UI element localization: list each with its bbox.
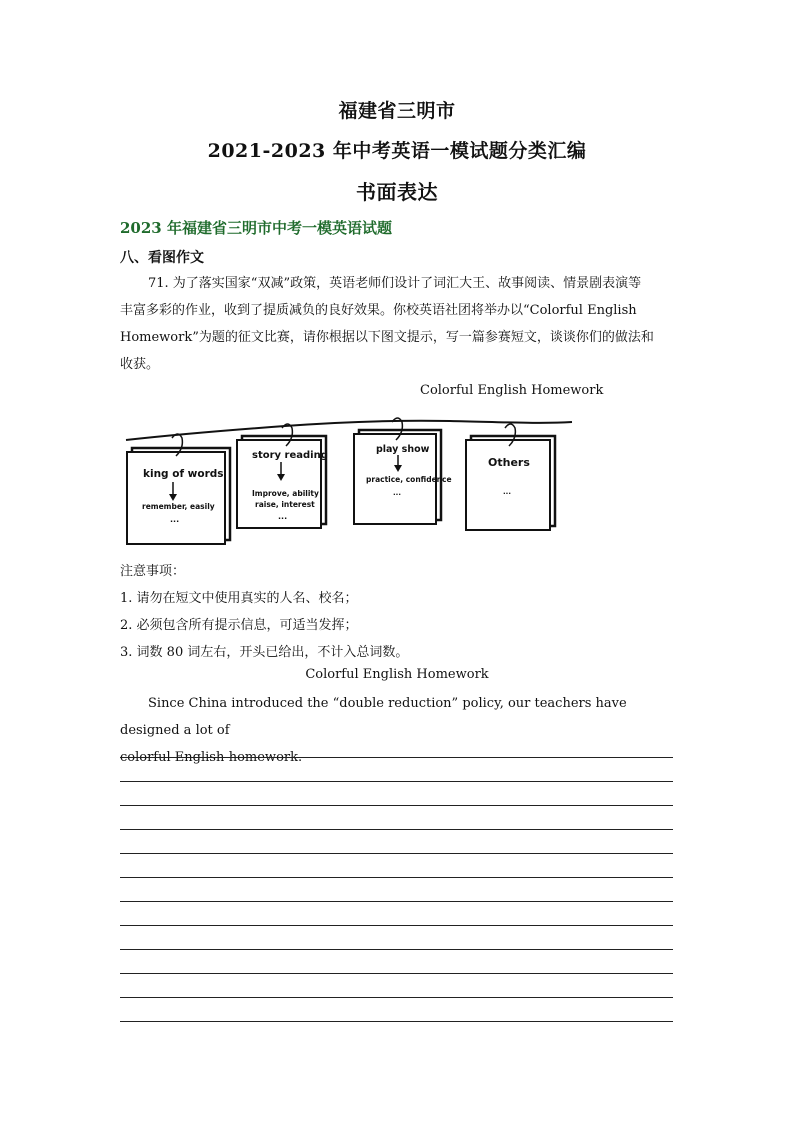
note-item: 2. 必须包含所有提示信息，可适当发挥；	[120, 618, 358, 633]
card1-detail: remember, easily	[142, 502, 215, 511]
answer-line[interactable]	[120, 805, 673, 806]
card3-more: ...	[393, 489, 401, 497]
question-line: 收获。	[120, 357, 160, 372]
card2-detail1: Improve, ability	[252, 489, 319, 498]
card-king-of-words	[127, 434, 230, 544]
essay-title: Colorful English Homework	[305, 667, 489, 682]
answer-line[interactable]	[120, 925, 673, 926]
essay-opening-line: colorful English-homework.	[120, 750, 303, 765]
answer-line[interactable]	[120, 877, 673, 878]
answer-line[interactable]	[120, 949, 673, 950]
answer-line[interactable]	[120, 997, 673, 998]
notes-title: 注意事项：	[120, 564, 186, 579]
question-71	[120, 270, 675, 378]
section-title: 2023 年福建省三明市中考一模英语试题	[120, 219, 392, 237]
card2-more: ...	[278, 512, 288, 521]
card-others	[466, 424, 555, 530]
card2-detail2: raise, interest	[255, 500, 315, 509]
essay-opening	[120, 690, 660, 771]
picture-caption: Colorful English Homework	[420, 383, 604, 398]
question-line: 71. 为了落实国家“双减”政策，英语老师们设计了词汇大王、故事阅读、情景剧表演等	[148, 276, 642, 291]
card3-detail: practice, confidence	[366, 475, 452, 484]
card1-title: king of words	[143, 468, 224, 480]
question-line: 丰富多彩的作业，收到了提质减负的良好效果。你校英语社团将举办以“Colorful English	[120, 303, 637, 318]
card1-more: ...	[170, 515, 180, 524]
card-story-reading	[237, 424, 328, 528]
card-play-show	[354, 418, 452, 524]
card3-title: play show	[376, 444, 430, 455]
note-item: 3. 词数 80 词左右，开头已给出，不计入总词数。	[120, 645, 409, 660]
answer-line[interactable]	[120, 973, 673, 974]
answer-line[interactable]	[120, 781, 673, 782]
answer-line[interactable]	[120, 829, 673, 830]
homework-picture	[120, 412, 575, 554]
answer-line[interactable]	[120, 901, 673, 902]
answer-line[interactable]	[120, 1021, 673, 1022]
card4-title: Others	[488, 456, 530, 469]
question-line: Homework”为题的征文比赛，请你根据以下图文提示，写一篇参赛短文，谈谈你们的做法和	[120, 330, 654, 345]
note-item: 1. 请勿在短文中使用真实的人名、校名；	[120, 591, 358, 606]
doc-title-series: 2021-2023 年中考英语一模试题分类汇编	[207, 140, 587, 162]
answer-line[interactable]	[120, 853, 673, 854]
card2-title: story reading	[252, 450, 328, 461]
answer-line[interactable]	[120, 757, 673, 758]
doc-title-region: 福建省三明市	[338, 100, 456, 122]
card4-more: ...	[503, 488, 511, 496]
essay-opening-line: Since China introduced the “double reduction” policy, our teachers have designed a lot of	[120, 696, 627, 738]
doc-title-topic: 书面表达	[356, 180, 438, 204]
part-title: 八、看图作文	[120, 250, 204, 266]
